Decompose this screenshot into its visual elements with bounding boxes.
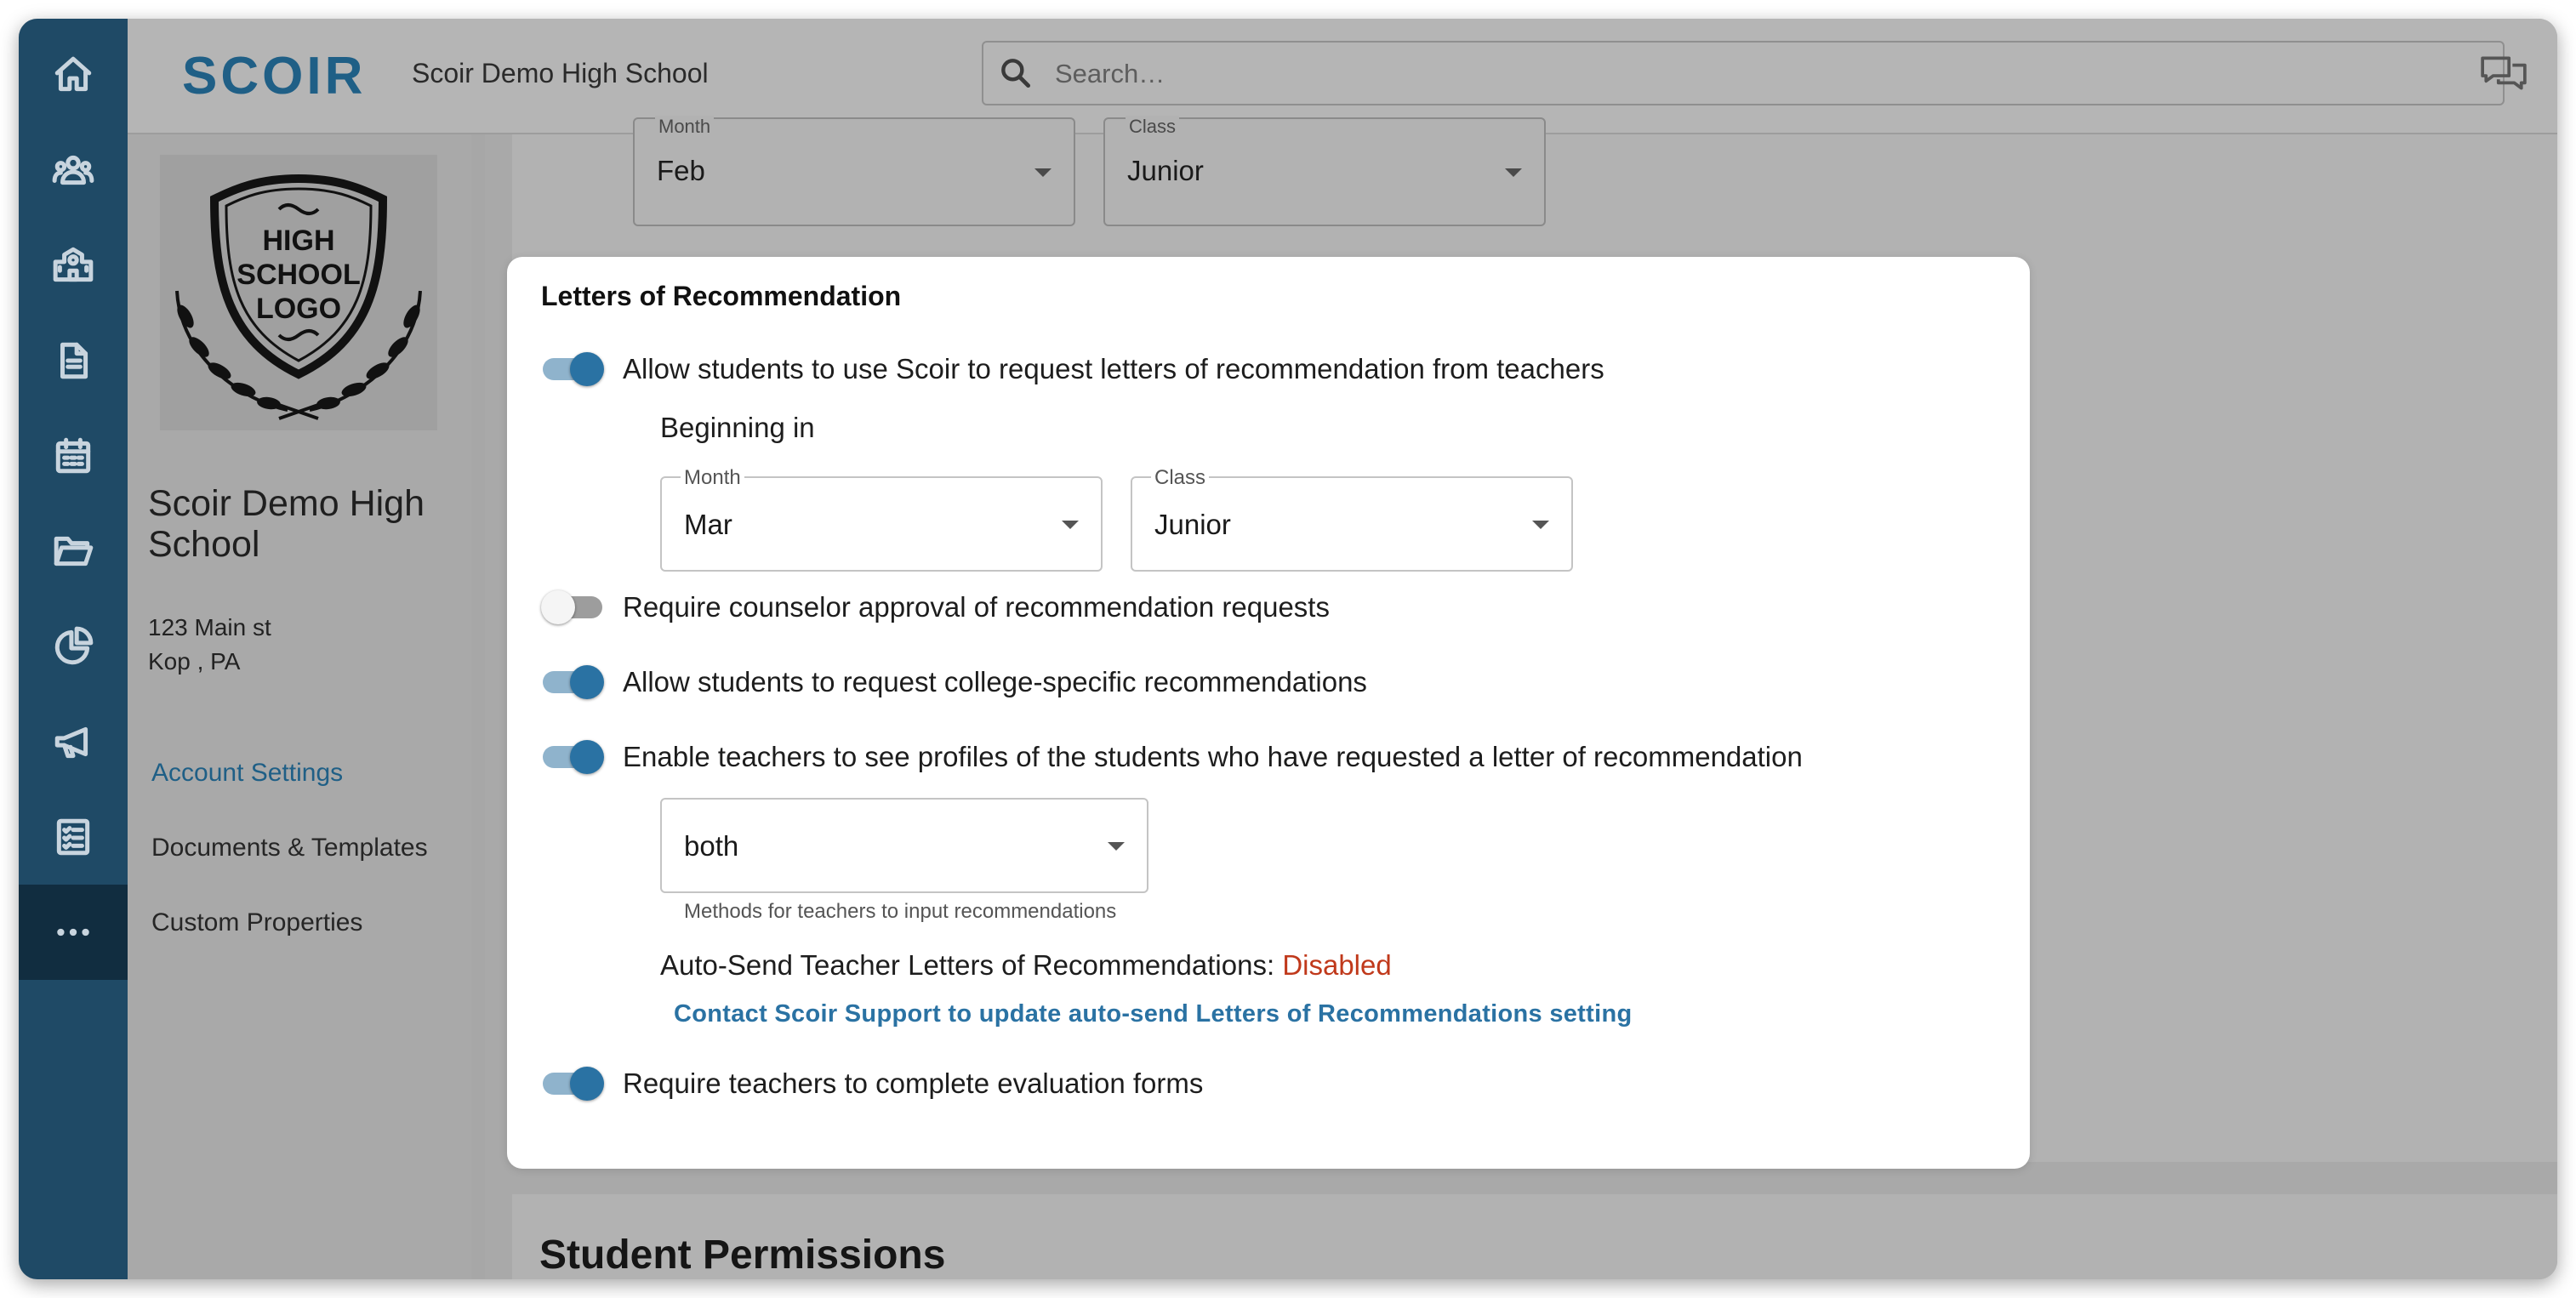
people-icon (52, 149, 94, 191)
require-approval-label: Require counselor approval of recommendation requests (623, 591, 1330, 623)
search-icon (997, 54, 1034, 92)
college-specific-row (541, 663, 1367, 701)
require-approval-toggle[interactable] (541, 589, 606, 626)
class-select-label: Class (1151, 466, 1209, 490)
background-class-value: Junior (1127, 155, 1204, 186)
nav-documents[interactable] (19, 313, 128, 408)
allow-request-toggle[interactable] (541, 350, 606, 388)
month-select-value: Mar (684, 509, 732, 540)
beginning-in-label: Beginning in (660, 412, 815, 443)
chat-icon[interactable] (2479, 51, 2528, 97)
sidebar-link-documents-templates[interactable]: Documents & Templates (151, 834, 428, 862)
auto-send-status: Disabled (1282, 949, 1392, 981)
teacher-profiles-toggle[interactable] (541, 738, 606, 776)
logo-text-3: LOGO (255, 293, 342, 325)
class-select[interactable] (1131, 466, 1573, 572)
require-approval-row (541, 589, 1330, 626)
calendar-icon (52, 435, 94, 477)
allow-request-label: Allow students to use Scoir to request letters of recommendation from teachers (623, 353, 1604, 384)
evaluation-forms-row (541, 1065, 1203, 1102)
folder-icon (52, 530, 94, 572)
megaphone-icon (52, 720, 94, 763)
address-line-2: Kop , PA (148, 648, 241, 675)
evaluation-forms-label: Require teachers to complete evaluation forms (623, 1067, 1204, 1099)
class-select-value: Junior (1154, 509, 1231, 540)
contact-support-link[interactable]: Contact Scoir Support to update auto-send Letters of Recommendations setting (674, 1000, 1633, 1028)
background-class-select (1103, 117, 1546, 226)
background-month-label: Month (655, 116, 714, 138)
settings-sidebar (128, 134, 471, 1279)
search-box[interactable] (982, 41, 2505, 105)
icon-rail (19, 19, 128, 1279)
nav-reports[interactable] (19, 599, 128, 694)
chevron-down-icon (1532, 521, 1549, 529)
chevron-down-icon (1062, 521, 1079, 529)
scoir-logo[interactable]: SCOIR (182, 47, 367, 105)
allow-request-row (541, 350, 1604, 388)
letters-of-recommendation-dialog (507, 257, 2030, 1169)
teacher-profiles-label: Enable teachers to see profiles of the students who have requested a letter of recommendation (623, 741, 1803, 772)
background-month-select (633, 117, 1075, 226)
header-school-name: Scoir Demo High School (412, 58, 709, 88)
background-class-label: Class (1126, 116, 1179, 138)
nav-checklist[interactable] (19, 789, 128, 885)
chevron-down-icon (1505, 168, 1522, 177)
nav-home[interactable] (19, 27, 128, 122)
college-specific-label: Allow students to request college-specific recommendations (623, 666, 1367, 697)
nav-school[interactable] (19, 218, 128, 313)
checklist-icon (52, 816, 94, 858)
pie-chart-icon (52, 625, 94, 668)
nav-folder[interactable] (19, 504, 128, 599)
evaluation-forms-toggle[interactable] (541, 1065, 606, 1102)
dialog-title: Letters of Recommendation (541, 281, 902, 311)
auto-send-label: Auto-Send Teacher Letters of Recommendations: (660, 949, 1275, 981)
school-icon (52, 244, 94, 287)
school-address (148, 611, 271, 679)
nav-more[interactable] (19, 885, 128, 980)
input-method-select[interactable] (660, 798, 1148, 893)
sidebar-school-name: Scoir Demo High School (148, 483, 425, 565)
sidebar-link-custom-properties[interactable]: Custom Properties (151, 908, 363, 936)
address-line-1: 123 Main st (148, 614, 271, 640)
home-icon (52, 54, 94, 96)
auto-send-status-line (660, 949, 1392, 982)
student-permissions-heading: Student Permissions (539, 1233, 946, 1278)
school-logo-image (160, 155, 437, 430)
nav-calendar[interactable] (19, 408, 128, 504)
input-method-value: both (684, 830, 739, 862)
search-input[interactable] (1053, 53, 2418, 95)
sidebar-link-account-settings[interactable]: Account Settings (151, 759, 344, 787)
document-icon (52, 339, 94, 382)
app-window (19, 19, 2557, 1279)
logo-text-1: HIGH (262, 225, 335, 257)
background-month-value: Feb (657, 155, 705, 186)
month-select[interactable] (660, 466, 1103, 572)
logo-text-2: SCHOOL (237, 259, 361, 291)
nav-people[interactable] (19, 122, 128, 218)
college-specific-toggle[interactable] (541, 663, 606, 701)
chevron-down-icon (1108, 842, 1125, 851)
month-select-label: Month (681, 466, 744, 490)
input-method-helper-text: Methods for teachers to input recommendations (684, 900, 1117, 923)
nav-announcements[interactable] (19, 694, 128, 789)
shield-logo-icon (160, 155, 437, 430)
more-icon (52, 911, 94, 954)
chevron-down-icon (1034, 168, 1051, 177)
teacher-profiles-row (541, 738, 1803, 776)
